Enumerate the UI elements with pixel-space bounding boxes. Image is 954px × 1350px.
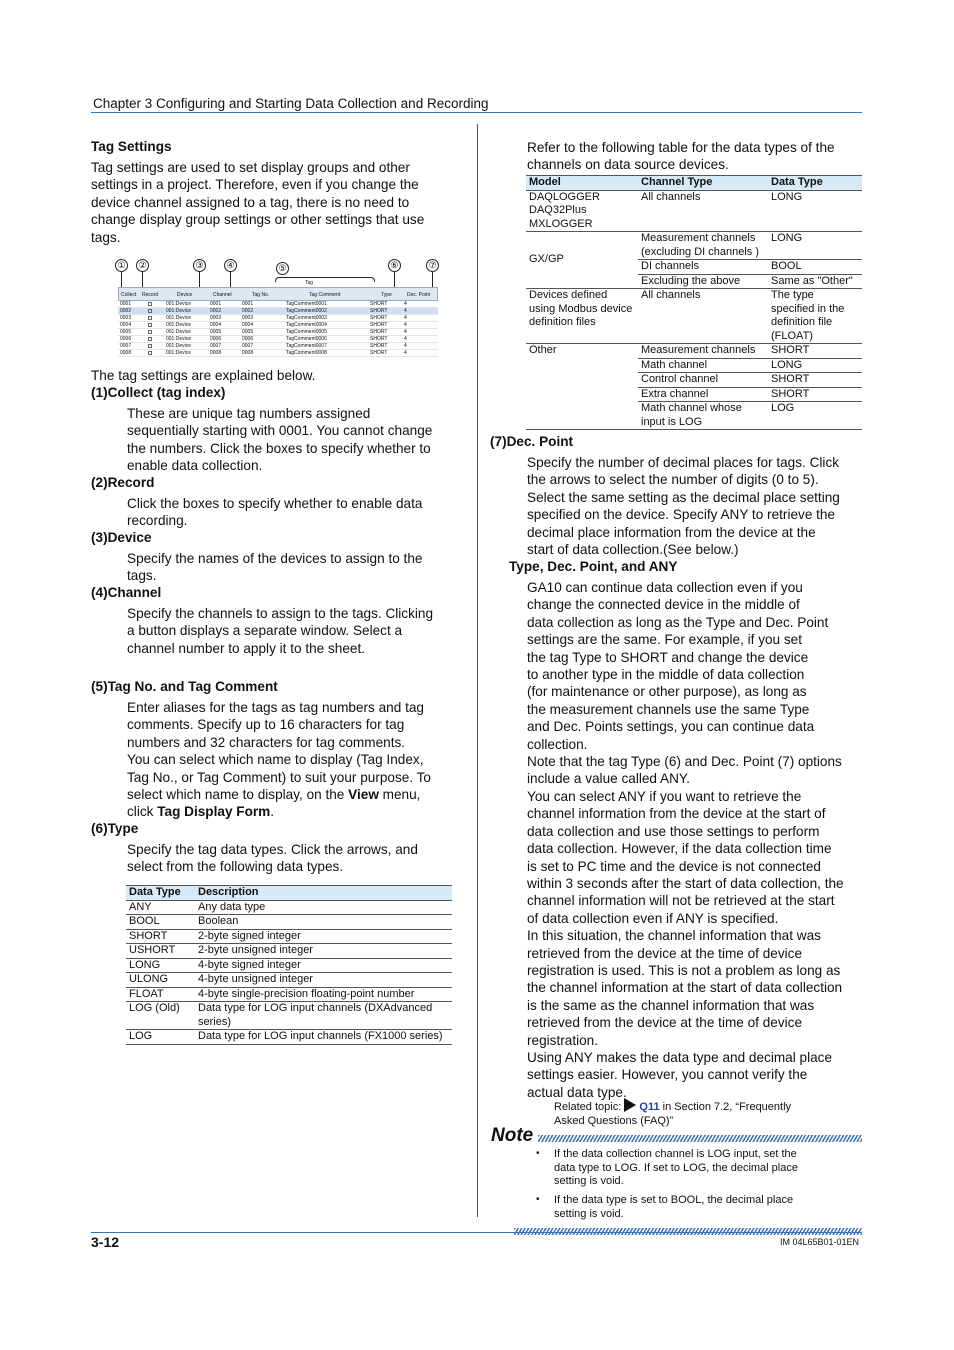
any-line: the channel information at the start of data collection bbox=[527, 980, 843, 996]
item-1-body: These are unique tag numbers assigned sequentially starting with 0001. You cannot change the numbers. Click the boxes to specify whether to enable data collection. bbox=[127, 406, 433, 474]
data-type-table: Data Type Description ANY Any data type BOOL Boolean SHORT 2-byte signed integer USHORT 2-byte unsigned integer LONG 4-byte signed integer ULONG 4-byte unsigned integer FLOAT 4-byte single-precision floating-point number LOG (Old) Data type for LOG input channels (DXAdvanced series) LOG Data type for LOG input channels (FX1000 series) bbox=[126, 885, 452, 1045]
any-line: include a value called ANY. bbox=[527, 771, 690, 787]
item-5-body: Enter aliases for the tags as tag numbers and tag comments. Specify up to 16 characters for tag numbers and 32 characters for tag comments. You can select which name to display (Tag Index, Tag No., or Tag Comment) to suit your purpose. To select which name to display, on the View menu, click Tag Display Form. bbox=[127, 700, 431, 820]
right-intro: Refer to the following table for the data types of the channels on data source devices. bbox=[527, 140, 835, 173]
sheet-row[interactable]: 0007 001:Device 0007 0007 TagComment0007 SHORT 4 bbox=[118, 343, 438, 350]
any-line: Using ANY makes the data type and decimal place bbox=[527, 1049, 833, 1065]
record-checkbox bbox=[148, 330, 152, 334]
callout-6: ⑥ bbox=[388, 259, 401, 272]
related-topic: Related topic: Q11 in Section 7.2, “Frequently Asked Questions (FAQ)” bbox=[554, 1098, 791, 1128]
note-item-1: If the data collection channel is LOG input, set the data type to LOG. If set to LOG, the decimal place setting is void. bbox=[554, 1148, 798, 1188]
any-line: actual data type. bbox=[527, 1084, 627, 1100]
any-line: of data collection even if ANY is specified. bbox=[527, 910, 779, 926]
any-line: GA10 can continue data collection even if you bbox=[527, 580, 803, 595]
footer-rule bbox=[91, 1232, 862, 1233]
intro-paragraph: Tag settings are used to set display groups and other settings in a project. Therefore, even if you change the device channel assigned to a tag, there is no need to change display group settings or other settings that use tags. bbox=[91, 160, 425, 245]
sheet-row[interactable]: 0001 001:Device 0001 0001 TagComment0001 SHORT 4 bbox=[118, 301, 438, 308]
sheet-header-row: Collect Record Device Channel Tag No. Tag Comment Type Dec. Point bbox=[118, 287, 438, 301]
item-4-heading: (4)Channel bbox=[91, 585, 162, 600]
table-row: Excluding the above Same as "Other" bbox=[526, 274, 862, 289]
sheet-row[interactable]: 0004 001:Device 0004 0004 TagComment0004 SHORT 4 bbox=[118, 322, 438, 329]
any-heading: Type, Dec. Point, and ANY bbox=[509, 559, 678, 574]
explained-text: The tag settings are explained below. bbox=[91, 368, 316, 383]
any-line: retrieved from the device at the time of device bbox=[527, 945, 803, 961]
table-row: ANY Any data type bbox=[126, 900, 452, 915]
any-line: Note that the tag Type (6) and Dec. Point (7) options bbox=[527, 754, 842, 770]
any-line: settings are the same. For example, if you set bbox=[527, 632, 803, 648]
item-6-heading: (6)Type bbox=[91, 821, 139, 836]
item-4-body: Specify the channels to assign to the tags. Clicking a button displays a separate window. Select a channel number to apply it to the sheet. bbox=[127, 606, 434, 656]
sheet-row[interactable]: 0008 001:Device 0008 0008 TagComment0008 SHORT 4 bbox=[118, 350, 438, 357]
item-2-body: Click the boxes to specify whether to enable data recording. bbox=[127, 496, 423, 529]
any-line: You can select ANY if you want to retrieve the bbox=[527, 788, 802, 804]
any-line: channel information will not be retrieved at the start bbox=[527, 893, 835, 909]
callout-3: ③ bbox=[193, 259, 206, 272]
item-1-heading: (1)Collect (tag index) bbox=[91, 385, 226, 400]
callout-5: ⑤ bbox=[276, 262, 289, 275]
any-line: is set to PC time and the device is not connected bbox=[527, 858, 821, 874]
faq-link[interactable]: Q11 bbox=[639, 1101, 660, 1113]
any-line: channel information from the device at the start of bbox=[527, 806, 826, 822]
sheet-row[interactable]: 0005 001:Device 0005 0005 TagComment0005 SHORT 4 bbox=[118, 329, 438, 336]
note-item-2: If the data type is set to BOOL, the decimal place setting is void. bbox=[554, 1194, 794, 1220]
document-id: IM 04L65B01-01EN bbox=[780, 1237, 860, 1247]
any-line: (for maintenance or other purpose), as long as bbox=[527, 684, 807, 700]
any-line: to another type in the middle of data collection bbox=[527, 667, 805, 683]
note-hatch-top bbox=[538, 1135, 862, 1142]
table-row: BOOL Boolean bbox=[126, 915, 452, 930]
note-title: Note bbox=[491, 1125, 534, 1146]
any-line: registration is used. This is not a problem as long as bbox=[527, 962, 841, 978]
table-row: SHORT 2-byte signed integer bbox=[126, 929, 452, 944]
any-line: In this situation, the channel information that was bbox=[527, 928, 821, 944]
record-checkbox bbox=[148, 316, 152, 320]
column-divider bbox=[477, 124, 478, 1217]
model-table: Model Channel Type Data Type DAQLOGGER DAQ32Plus MXLOGGER All channels LONG GX/GP Measurement channels (excluding DI channels ) LONG DI channels BOOL Excluding the above Same as "Other" Devices defined using Modbus device definition files All channels The type specified in the definition file (FLOAT) Other Measurement channels SHORT Math channel LONG Control channel SHORT Extra channel SHORT Math channel whose input is LOG LOG bbox=[526, 175, 862, 430]
sheet-row[interactable]: 0003 001:Device 0003 0003 TagComment0003 SHORT 4 bbox=[118, 315, 438, 322]
callout-4: ④ bbox=[224, 259, 237, 272]
table-row: DAQLOGGER DAQ32Plus MXLOGGER All channels LONG bbox=[526, 190, 862, 232]
table-row: DI channels BOOL bbox=[526, 260, 862, 275]
table-row: LOG (Old) Data type for LOG input channels (DXAdvanced series) bbox=[126, 1002, 452, 1030]
item-3-body: Specify the names of the devices to assign to the tags. bbox=[127, 551, 423, 584]
any-line: settings easier. However, you cannot verify the bbox=[527, 1067, 808, 1083]
table-row: Extra channel SHORT bbox=[526, 387, 862, 402]
callout-7: ⑦ bbox=[426, 259, 439, 272]
any-line: data collection as long as the Type and Dec. Point bbox=[527, 614, 829, 630]
any-body bbox=[527, 579, 844, 1101]
any-line: the measurement channels use the same Type bbox=[527, 701, 810, 717]
figure-group-header: Tag bbox=[305, 280, 314, 286]
table-row: Control channel SHORT bbox=[526, 373, 862, 388]
page-number: 3-12 bbox=[91, 1234, 120, 1250]
record-checkbox bbox=[148, 323, 152, 327]
any-line: change the connected device in the middle of bbox=[527, 597, 800, 613]
item-5-heading: (5)Tag No. and Tag Comment bbox=[91, 679, 278, 694]
table-row: LONG 4-byte signed integer bbox=[126, 958, 452, 973]
sheet-rows bbox=[118, 301, 438, 357]
record-checkbox bbox=[148, 309, 152, 313]
table-row: ULONG 4-byte unsigned integer bbox=[126, 973, 452, 988]
table-row: Math channel whose input is LOG LOG bbox=[526, 402, 862, 430]
callout-2: ② bbox=[136, 259, 149, 272]
sheet-row[interactable]: 0006 001:Device 0006 0006 TagComment0006 SHORT 4 bbox=[118, 336, 438, 343]
table-row: Devices defined using Modbus device definition files All channels The type specified in the definition file (FLOAT) bbox=[526, 289, 862, 344]
callout-1: ① bbox=[115, 259, 128, 272]
table-row: GX/GP Measurement channels (excluding DI channels ) LONG bbox=[526, 232, 862, 260]
section-title: Tag Settings bbox=[91, 139, 172, 154]
any-line: data collection and use those settings to perform bbox=[527, 823, 820, 839]
any-line: registration. bbox=[527, 1032, 599, 1048]
table-row: Other Measurement channels SHORT bbox=[526, 344, 862, 359]
table-row: FLOAT 4-byte single-precision floating-point number bbox=[126, 987, 452, 1002]
item-7-body: Specify the number of decimal places for tags. Click the arrows to select the number of digits (0 to 5). Select the same setting as the decimal place setting specified on the device. Specify ANY to retrieve the decimal place information from the device at the start of data collection.(See below.) bbox=[527, 455, 840, 558]
any-line: is the same as the channel information that was bbox=[527, 997, 815, 1013]
item-6-body: Specify the tag data types. Click the arrows, and select from the following data types. bbox=[127, 842, 418, 875]
any-line: within 3 seconds after the start of data collection, the bbox=[527, 875, 844, 891]
any-line: and Dec. Points settings, you can continue data bbox=[527, 719, 815, 735]
record-checkbox bbox=[148, 344, 152, 348]
table-row: USHORT 2-byte unsigned integer bbox=[126, 944, 452, 959]
table-row: Math channel LONG bbox=[526, 358, 862, 373]
record-checkbox bbox=[148, 351, 152, 355]
any-line: the tag Type to SHORT and change the device bbox=[527, 649, 809, 665]
tag-settings-figure bbox=[115, 258, 441, 358]
item-2-heading: (2)Record bbox=[91, 475, 155, 490]
record-checkbox bbox=[148, 302, 152, 306]
item-7-heading: (7)Dec. Point bbox=[490, 434, 574, 449]
arrow-icon bbox=[624, 1098, 636, 1112]
any-line: data collection. However, if the data collection time bbox=[527, 841, 832, 857]
any-line: retrieved from the device at the time of device bbox=[527, 1015, 803, 1031]
item-3-heading: (3)Device bbox=[91, 530, 152, 545]
header-rule bbox=[91, 112, 862, 113]
chapter-header: Chapter 3 Configuring and Starting Data Collection and Recording bbox=[93, 96, 489, 111]
any-line: collection. bbox=[527, 736, 588, 752]
table-row: LOG Data type for LOG input channels (FX1000 series) bbox=[126, 1030, 452, 1045]
sheet-row[interactable]: 0002 001:Device 0002 0002 TagComment0002 SHORT 4 bbox=[118, 308, 438, 315]
record-checkbox bbox=[148, 337, 152, 341]
